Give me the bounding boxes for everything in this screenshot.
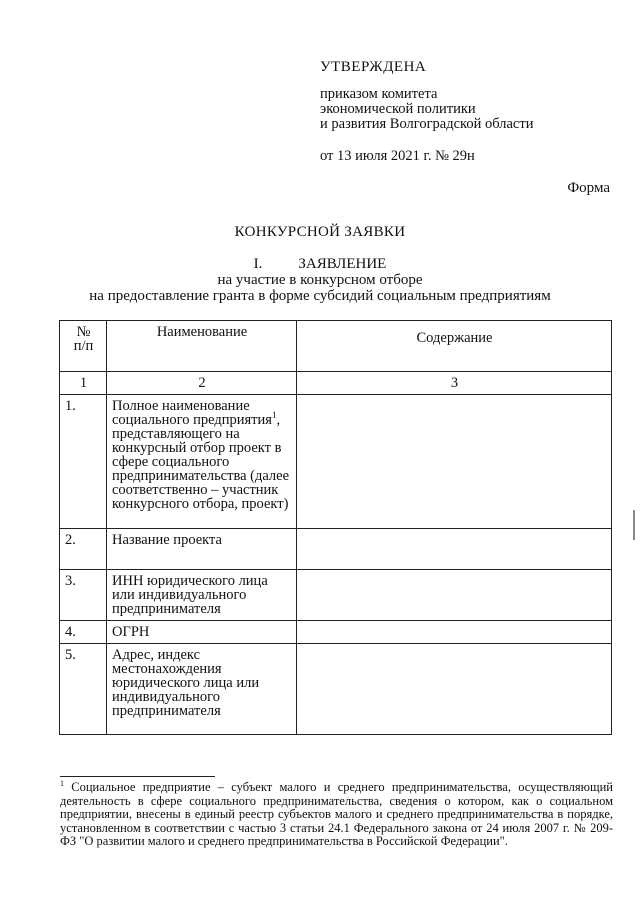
scan-edge-mark bbox=[633, 510, 635, 540]
row-number: 3. bbox=[60, 570, 107, 621]
footnote-reference: 1 bbox=[271, 410, 277, 421]
approval-line-1: приказом комитета bbox=[320, 86, 438, 102]
row-number: 1. bbox=[60, 395, 107, 529]
section-number: I. bbox=[253, 256, 263, 272]
column-number-row bbox=[60, 372, 612, 395]
table-row bbox=[60, 621, 612, 644]
row-name: Название проекта bbox=[107, 529, 297, 570]
header-number-text: № п/п bbox=[73, 324, 94, 354]
approval-line-3: и развития Волгоградской области bbox=[320, 116, 534, 132]
section-subtitle-1: на участие в конкурсном отборе bbox=[217, 272, 423, 288]
section-heading bbox=[0, 256, 640, 272]
approval-block bbox=[320, 60, 620, 164]
column-number: 1 bbox=[60, 372, 107, 395]
footnote-marker: 1 bbox=[60, 778, 64, 788]
section-subtitle-2: на предоставление гранта в форме субсидий социальным предприятиям bbox=[89, 288, 551, 304]
row-number: 2. bbox=[60, 529, 107, 570]
row-name-text: Полное наименование социального предприятия bbox=[112, 398, 272, 428]
row-name bbox=[107, 395, 297, 529]
row-content-cell[interactable] bbox=[297, 529, 612, 570]
row-name: ИНН юридического лица или индивидуального предпринимателя bbox=[107, 570, 297, 621]
row-content-cell[interactable] bbox=[297, 621, 612, 644]
approval-title: УТВЕРЖДЕНА bbox=[320, 59, 427, 75]
approval-line-2: экономической политики bbox=[320, 101, 476, 117]
row-content-cell[interactable] bbox=[297, 570, 612, 621]
table-row bbox=[60, 395, 612, 529]
row-number: 4. bbox=[60, 621, 107, 644]
table-header-row bbox=[60, 321, 612, 372]
row-name: Адрес, индекс местонахождения юридического лица или индивидуального предпринимателя bbox=[107, 644, 297, 735]
footnote-text: Социальное предприятие – субъект малого и среднего предпринимательства, осуществляющий деятельность в сфере социального предпринимательства, сведения о котором, как о социальном предприятии, внесены в единый реестр субъектов малого и среднего предпринимательства в порядке, установленном в соответствии с частью 3 статьи 24.1 Федерального закона от 24 июля 2007 г. № 209-ФЗ "О развитии малого и среднего предпринимательства в Российской Федерации". bbox=[60, 780, 613, 848]
row-name: ОГРН bbox=[107, 621, 297, 644]
footnote bbox=[60, 778, 613, 849]
table-row bbox=[60, 529, 612, 570]
header-name: Наименование bbox=[107, 321, 297, 372]
row-name-rest: , представляющего на конкурсный отбор проект в сфере социального предпринимательства (далее соответственно – участник конкурсного отбора, проект) bbox=[112, 412, 290, 512]
row-content-cell[interactable] bbox=[297, 644, 612, 735]
document-title: КОНКУРСНОЙ ЗАЯВКИ bbox=[234, 224, 406, 240]
footnote-divider bbox=[60, 776, 215, 777]
header-content: Содержание bbox=[297, 321, 612, 372]
table-row bbox=[60, 644, 612, 735]
form-label: Форма bbox=[567, 180, 610, 196]
approval-date: от 13 июля 2021 г. № 29н bbox=[320, 148, 475, 164]
header-number bbox=[60, 321, 107, 372]
column-number: 2 bbox=[107, 372, 297, 395]
row-number: 5. bbox=[60, 644, 107, 735]
row-content-cell[interactable] bbox=[297, 395, 612, 529]
table-row bbox=[60, 570, 612, 621]
column-number: 3 bbox=[297, 372, 612, 395]
application-table bbox=[59, 320, 612, 735]
section-title: ЗАЯВЛЕНИЕ bbox=[298, 256, 387, 272]
